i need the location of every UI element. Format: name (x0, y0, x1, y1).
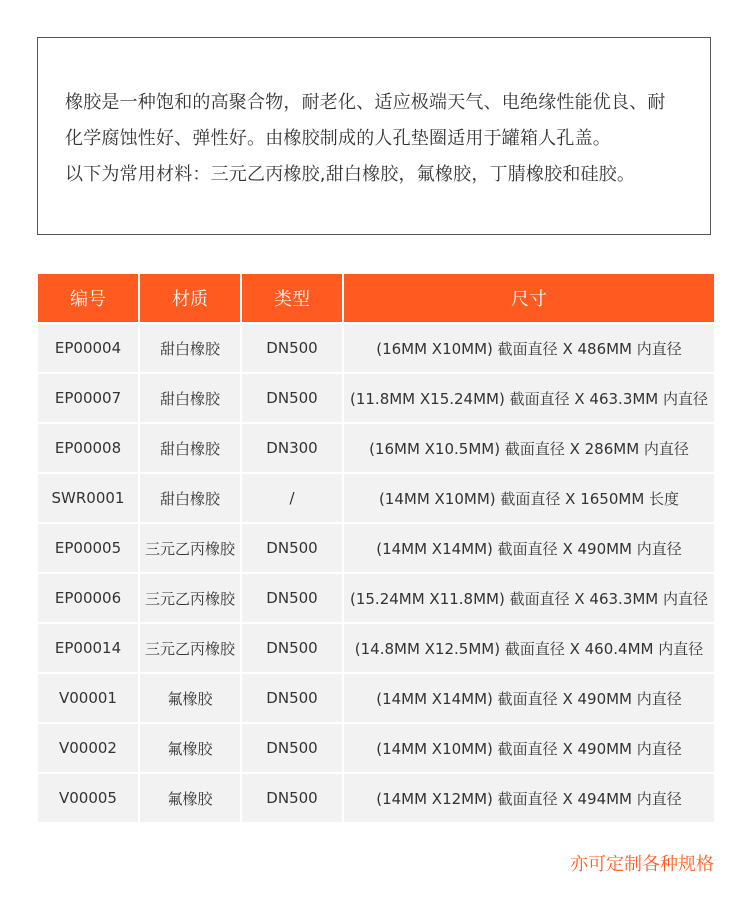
cell-type: DN500 (242, 624, 342, 672)
cell-size: (14MM X14MM) 截面直径 X 490MM 内直径 (344, 674, 714, 722)
spec-table (38, 274, 714, 824)
intro-line-2: 化学腐蚀性好、弹性好。由橡胶制成的人孔垫圈适用于罐箱人孔盖。 (65, 128, 611, 149)
header-size: 尺寸 (344, 274, 714, 322)
cell-material: 甜白橡胶 (140, 324, 240, 372)
header-type: 类型 (242, 274, 342, 322)
cell-material: 甜白橡胶 (140, 424, 240, 472)
cell-material: 三元乙丙橡胶 (140, 574, 240, 622)
cell-code: EP00008 (38, 424, 138, 472)
intro-box (37, 37, 711, 235)
cell-size: (11.8MM X15.24MM) 截面直径 X 463.3MM 内直径 (344, 374, 714, 422)
cell-code: SWR0001 (38, 474, 138, 522)
table-row (38, 624, 714, 672)
cell-type: DN500 (242, 774, 342, 822)
cell-type: DN300 (242, 424, 342, 472)
cell-code: V00001 (38, 674, 138, 722)
table-row (38, 374, 714, 422)
cell-size: (14MM X14MM) 截面直径 X 490MM 内直径 (344, 524, 714, 572)
cell-size: (14MM X10MM) 截面直径 X 490MM 内直径 (344, 724, 714, 772)
cell-code: V00002 (38, 724, 138, 772)
table-row (38, 724, 714, 772)
intro-line-3: 以下为常用材料：三元乙丙橡胶,甜白橡胶，氟橡胶，丁腈橡胶和硅胶。 (65, 164, 636, 185)
cell-code: V00005 (38, 774, 138, 822)
cell-code: EP00005 (38, 524, 138, 572)
table-row (38, 574, 714, 622)
header-material: 材质 (140, 274, 240, 322)
table-row (38, 674, 714, 722)
table-body (38, 324, 714, 822)
cell-type: DN500 (242, 724, 342, 772)
table-row (38, 324, 714, 372)
cell-type: DN500 (242, 574, 342, 622)
cell-size: (15.24MM X11.8MM) 截面直径 X 463.3MM 内直径 (344, 574, 714, 622)
table-row (38, 424, 714, 472)
cell-material: 甜白橡胶 (140, 474, 240, 522)
cell-material: 甜白橡胶 (140, 374, 240, 422)
cell-code: EP00014 (38, 624, 138, 672)
cell-code: EP00004 (38, 324, 138, 372)
cell-material: 氟橡胶 (140, 774, 240, 822)
cell-type: / (242, 474, 342, 522)
cell-code: EP00006 (38, 574, 138, 622)
cell-size: (16MM X10MM) 截面直径 X 486MM 内直径 (344, 324, 714, 372)
cell-type: DN500 (242, 374, 342, 422)
cell-type: DN500 (242, 674, 342, 722)
cell-material: 三元乙丙橡胶 (140, 624, 240, 672)
table-row (38, 774, 714, 822)
cell-size: (14MM X10MM) 截面直径 X 1650MM 长度 (344, 474, 714, 522)
cell-size: (14.8MM X12.5MM) 截面直径 X 460.4MM 内直径 (344, 624, 714, 672)
cell-material: 三元乙丙橡胶 (140, 524, 240, 572)
cell-material: 氟橡胶 (140, 724, 240, 772)
cell-type: DN500 (242, 324, 342, 372)
cell-code: EP00007 (38, 374, 138, 422)
cell-size: (14MM X12MM) 截面直径 X 494MM 内直径 (344, 774, 714, 822)
cell-size: (16MM X10.5MM) 截面直径 X 286MM 内直径 (344, 424, 714, 472)
table-row (38, 474, 714, 522)
intro-line-1: 橡胶是一种饱和的高聚合物，耐老化、适应极端天气、电绝缘性能优良、耐 (65, 92, 666, 113)
custom-spec-note: 亦可定制各种规格 (570, 854, 714, 875)
cell-type: DN500 (242, 524, 342, 572)
table-header-row (38, 274, 714, 322)
table-row (38, 524, 714, 572)
header-code: 编号 (38, 274, 138, 322)
cell-material: 氟橡胶 (140, 674, 240, 722)
